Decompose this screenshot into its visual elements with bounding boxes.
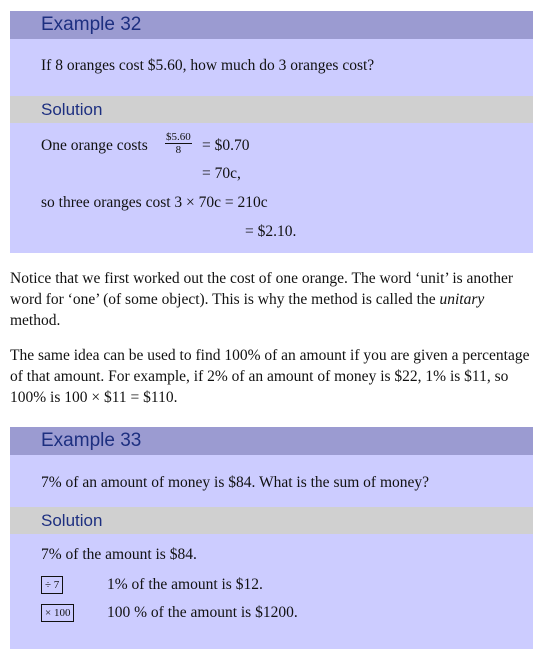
example-32-solution-heading: Solution xyxy=(10,96,533,123)
example-32-question-pane xyxy=(10,39,533,96)
example-33-solution-pane xyxy=(10,534,533,649)
paragraph-unitary-part-2: method. xyxy=(10,312,61,329)
paragraph-unitary-part-1: Notice that we first worked out the cost of one orange. The word ‘unit’ is another word for ‘one’ (of some object). This is why the method is called the xyxy=(10,270,514,308)
solution-line-1-result: = $0.70 xyxy=(202,137,250,154)
unitary-term: unitary xyxy=(439,291,485,308)
solution-33-line-1: 7% of the amount is $84. xyxy=(41,546,197,563)
solution-line-3: so three oranges cost 3 × 70c = 210c xyxy=(41,194,268,211)
divide-by-7-operation-box: ÷ 7 xyxy=(41,576,63,594)
example-33-question: 7% of an amount of money is $84. What is the sum of money? xyxy=(41,474,430,491)
example-32-question: If 8 oranges cost $5.60, how much do 3 oranges cost? xyxy=(41,57,375,74)
multiply-by-100-operation-box: × 100 xyxy=(41,604,74,622)
paragraph-percentage: The same idea can be used to find 100% of an amount if you are given a percentage of that amount. For example, if 2% of an amount of money is $22, 1% is $11, so 100% is 100 × $11 = $110. xyxy=(10,347,530,406)
example-33-solution-heading: Solution xyxy=(10,507,533,534)
example-33-box xyxy=(10,427,533,649)
solution-33-line-3: 100 % of the amount is $1200. xyxy=(107,604,298,621)
example-33-question-pane xyxy=(10,455,533,507)
example-32-title: Example 32 xyxy=(10,11,533,39)
fraction-denominator: 8 xyxy=(175,144,182,156)
fraction-numerator: $5.60 xyxy=(166,131,191,143)
example-32-box xyxy=(10,11,533,253)
solution-line-4: = $2.10. xyxy=(245,223,297,240)
solution-33-line-2: 1% of the amount is $12. xyxy=(107,576,263,593)
example-33-title: Example 33 xyxy=(10,427,533,455)
example-32-solution-pane xyxy=(10,123,533,253)
fraction-560-over-8 xyxy=(165,131,192,156)
solution-line-2: = 70c, xyxy=(202,165,241,182)
paragraph-unitary xyxy=(10,268,535,331)
solution-line-1-prefix: One orange costs xyxy=(41,137,148,154)
